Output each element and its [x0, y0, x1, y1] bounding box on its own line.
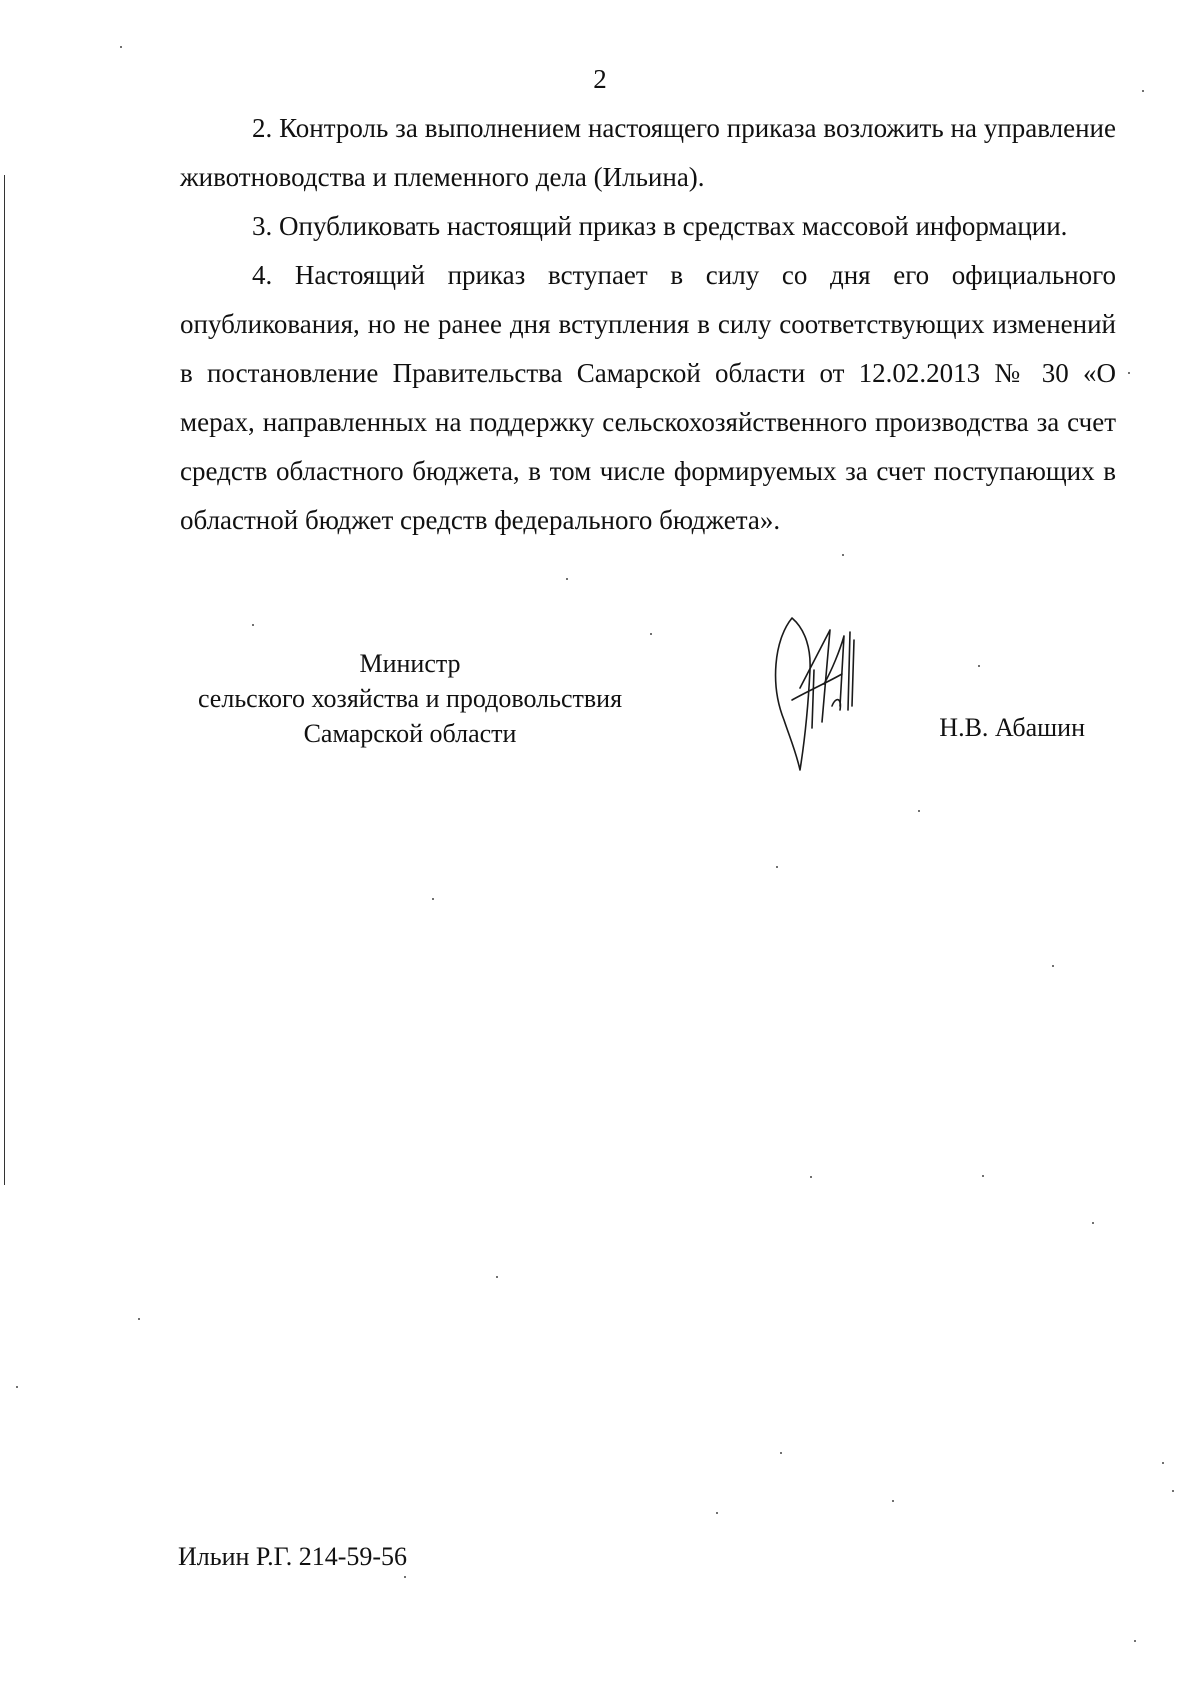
scan-speck: [776, 866, 778, 868]
scan-speck: [404, 1576, 406, 1578]
signer-name: Н.В. Абашин: [939, 713, 1085, 742]
scan-speck: [496, 1276, 498, 1278]
signer-title-line: сельского хозяйства и продовольствия: [197, 684, 623, 713]
scan-speck: [716, 1512, 718, 1514]
scan-speck: [1092, 1222, 1094, 1224]
scan-speck: [1134, 1640, 1136, 1642]
scan-speck: [1172, 1490, 1174, 1492]
signer-title-line: Министр: [359, 649, 461, 678]
signer-title: [150, 646, 670, 751]
scan-speck: [978, 665, 980, 667]
scan-speck: [842, 554, 844, 556]
scan-speck: [16, 1386, 18, 1388]
scan-speck: [1128, 372, 1130, 374]
scan-speck: [892, 1500, 894, 1502]
handwritten-signature-icon: [770, 610, 880, 775]
scan-speck: [810, 1176, 812, 1178]
scan-speck: [918, 810, 920, 812]
scan-speck: [982, 1175, 984, 1177]
paragraph-control: 2. Контроль за выполнением настоящего приказа возложить на управление животноводства и племенного дела (Ильина).: [180, 113, 1116, 192]
scan-speck: [650, 633, 652, 635]
signer-title-line: Самарской области: [303, 719, 517, 748]
scan-speck: [252, 624, 254, 626]
scan-speck: [1162, 1462, 1164, 1464]
scan-speck: [120, 46, 122, 48]
paragraph-effective-date: 4. Настоящий приказ вступает в силу со дня его официального опубликования, но не ранее дня вступления в силу соответствующих изменений в постановление Правительства Самарской области от 12.02.2013 № 30 «О мерах, направленных на поддержку сельскохозяйственного производства за счет средств областного бюджета, в том числе формируемых за счет поступающих в областной бюджет средств федерального бюджета».: [180, 260, 1116, 535]
scan-speck: [1052, 965, 1054, 967]
scan-speck: [566, 578, 568, 580]
paragraph-publish: 3. Опубликовать настоящий приказ в средствах массовой информации.: [252, 211, 1068, 241]
scan-speck: [780, 1452, 782, 1454]
page-number: 2: [593, 64, 607, 94]
scan-speck: [1142, 90, 1144, 92]
contact-info: Ильин Р.Г. 214-59-56: [178, 1542, 408, 1571]
scan-speck: [138, 1318, 140, 1320]
scan-speck: [432, 898, 434, 900]
document-body: [180, 104, 1116, 545]
scan-edge-line: [4, 175, 5, 1185]
